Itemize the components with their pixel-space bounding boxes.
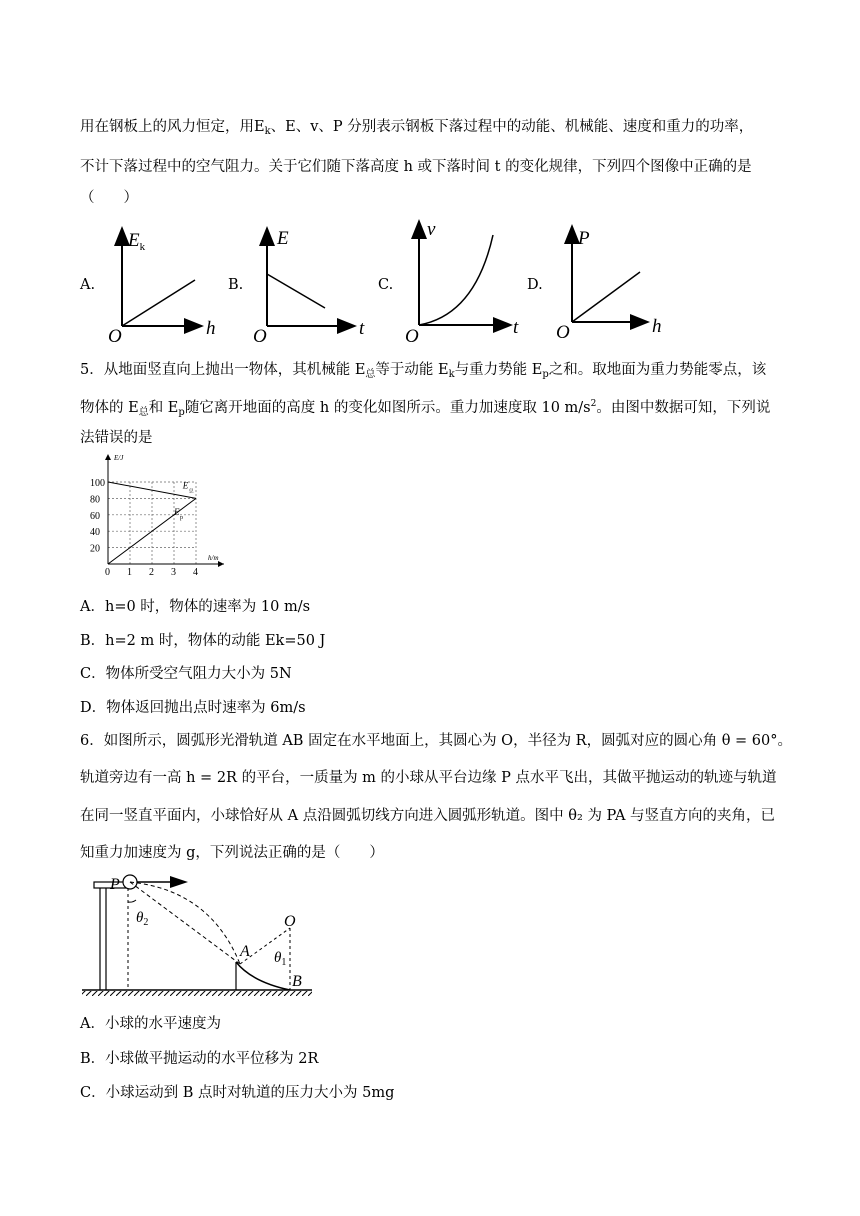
q5-line-1: 5．从地面竖直向上抛出一物体，其机械能 $E_总$等于动能 $E_k$与重力势能 $E_p$之和。取地面为重力势能零点，该 [80, 362, 767, 380]
label-o: O [284, 913, 296, 930]
q4-option-a-label: A. [80, 277, 96, 293]
q6-line-4: 知重力加速度为 g，下列说法正确的是（ ） [80, 845, 384, 861]
graph-d-origin: O [556, 322, 570, 343]
q5-line-2: 物体的 $E_总$和 $E_p$随它离开地面的高度 h 的变化如图所示。重力加速度取 10 $m/s^2$。由图中数据可知，下列说 [80, 399, 771, 418]
q5-option-b: B．h=2 m 时，物体的动能 Ek=50 J [80, 633, 326, 649]
y-tick-label: 60 [90, 510, 100, 522]
x-axis-label: h/m [208, 554, 219, 562]
q4-option-c-label: C. [378, 277, 394, 293]
y-tick-label: 40 [90, 527, 100, 539]
q5-option-a: A．h=0 时，物体的速率为 10 m/s [80, 599, 311, 615]
graph-a-origin: O [108, 326, 122, 347]
y-tick-label: 20 [90, 543, 100, 555]
graph-d-y-label: P [578, 228, 590, 249]
q4-line-1: 用在钢板上的风力恒定，用$E_k$、E、v、P 分别表示钢板下落过程中的动能、机械能、速度和重力的功率， [80, 119, 754, 137]
x-tick-label: 4 [193, 567, 198, 578]
graph-d-line [572, 272, 640, 322]
graph-c-x-label: t [513, 317, 519, 338]
x-tick-label: 2 [149, 567, 154, 578]
label-p: P [110, 876, 120, 893]
q4-line-2: 不计下落过程中的空气阻力。关于它们随下落高度 h 或下落时间 t 的变化规律，下列四个图像中正确的是 [80, 159, 752, 175]
y-tick-label: 100 [90, 478, 105, 489]
x-tick-label: 0 [105, 567, 110, 578]
x-tick-label: 1 [127, 567, 132, 578]
graph-c-origin: O [405, 326, 419, 347]
y-arrow [105, 454, 111, 460]
q4-option-b-label: B. [228, 277, 244, 293]
graph-c-y-label: v [427, 219, 436, 240]
graph-b-line [267, 274, 325, 308]
q6-line-1: 6．如图所示，圆弧形光滑轨道 AB 固定在水平地面上，其圆心为 O，半径为 R，圆弧对应的圆心角 θ = 60°。 [80, 733, 792, 749]
q6-option-a: A．小球的水平速度为 [80, 1016, 221, 1032]
q6-line-2: 轨道旁边有一高 h = 2R 的平台，一质量为 m 的小球从平台边缘 P 点水平飞出，其做平抛运动的轨迹与轨道 [80, 770, 777, 786]
graph-c-curve [419, 235, 493, 325]
q6-option-b: B．小球做平抛运动的水平位移为 2R [80, 1051, 319, 1067]
q6-line-3: 在同一竖直平面内，小球恰好从 A 点沿圆弧切线方向进入圆弧形轨道。图中 θ₂ 为 PA 与竖直方向的夹角，已 [80, 808, 776, 824]
q5-option-c: C．物体所受空气阻力大小为 5N [80, 666, 292, 682]
graph-c [405, 215, 530, 345]
x-arrow [218, 561, 224, 567]
q6-figure [80, 870, 320, 1000]
series-label-ep: E [174, 506, 180, 517]
series-label-e-total: E [182, 480, 189, 491]
label-a: A [240, 943, 250, 960]
q6-option-c: C．小球运动到 B 点时对轨道的压力大小为 5mg [80, 1085, 395, 1101]
graph-b-origin: O [253, 326, 267, 347]
graph-a-line [122, 280, 195, 326]
label-b: B [292, 973, 302, 990]
graph-a [108, 222, 225, 347]
series-label-ep-sub: p [180, 514, 183, 521]
ground-hatch [82, 991, 312, 996]
graph-b [253, 222, 370, 347]
q5-energy-chart [84, 450, 244, 580]
graph-a-x-label: h [206, 318, 216, 339]
graph-b-x-label: t [359, 318, 365, 339]
q4-option-d-label: D. [527, 277, 543, 293]
label-theta1: $\theta_1$ [274, 950, 287, 968]
graph-d [558, 222, 673, 344]
graph-b-y-label: E [277, 228, 289, 249]
graph-a-y-label: $E_k$ [128, 230, 146, 253]
q5-line-3: 法错误的是 [80, 430, 153, 446]
y-axis-label: E/J [114, 454, 124, 462]
x-tick-label: 3 [171, 567, 176, 578]
graph-d-x-label: h [652, 316, 662, 337]
y-tick-label: 80 [90, 494, 100, 506]
series-label-e-total-sub: 总 [188, 489, 194, 495]
q5-option-d: D．物体返回抛出点时速率为 6m/s [80, 700, 306, 716]
q4-paren: （ ） [80, 190, 138, 206]
label-theta2: $\theta_2$ [136, 910, 149, 928]
